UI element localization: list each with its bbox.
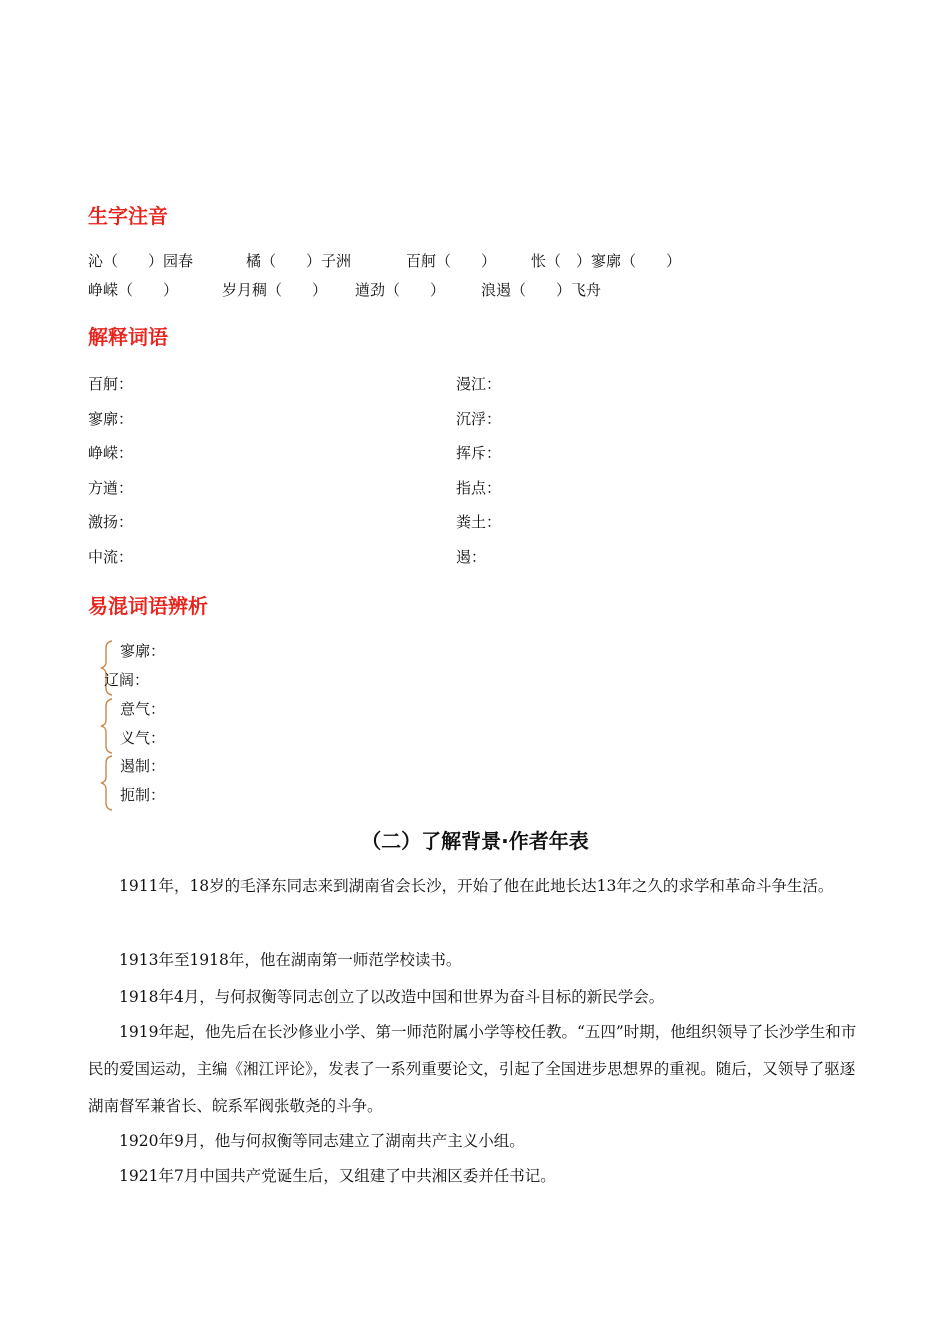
word-entry: 挥斥： bbox=[456, 444, 502, 462]
word-entry: 粪土： bbox=[456, 513, 502, 531]
word-entry: 寥廓： bbox=[88, 410, 134, 428]
confuse-word: 遏制： bbox=[120, 757, 166, 775]
timeline-paragraph: 1911年，18岁的毛泽东同志来到湖南省会长沙，开始了他在此地长达13年之久的求学和革命斗争生活。 bbox=[119, 877, 834, 895]
timeline-paragraph: 1921年7月中国共产党诞生后，又组建了中共湘区委并任书记。 bbox=[119, 1167, 556, 1185]
section-title-words: 解释词语 bbox=[88, 325, 168, 349]
timeline-paragraph: 1919年起，他先后在长沙修业小学、第一师范附属小学等校任教。“五四”时期，他组织领导了长沙学生和市民的爱国运动，主编《湘江评论》，发表了一系列重要论文，引起了全国进步思想界的重视。随后，又领导了驱逐湖南督军兼省长、皖系军阀张敬尧的斗争。 bbox=[88, 1023, 857, 1115]
brace-icon bbox=[100, 698, 114, 754]
confuse-word: 寥廓： bbox=[120, 642, 166, 660]
section-title-pinyin: 生字注音 bbox=[88, 204, 168, 228]
confuse-word: 义气： bbox=[120, 729, 166, 747]
word-entry: 指点： bbox=[456, 479, 502, 497]
section-title-confuse: 易混词语辨析 bbox=[88, 594, 208, 618]
pinyin-item: 岁月稠（ ） bbox=[222, 281, 328, 299]
confuse-word: 辽阔： bbox=[104, 671, 150, 689]
word-entry: 峥嵘： bbox=[88, 444, 134, 462]
word-entry: 方遒： bbox=[88, 479, 134, 497]
background-title: （二）了解背景·作者年表 bbox=[361, 829, 589, 853]
word-entry: 漫江： bbox=[456, 375, 502, 393]
pinyin-item: 遒劲（ ） bbox=[355, 281, 446, 299]
pinyin-item: 橘（ ）子洲 bbox=[246, 252, 352, 270]
timeline-paragraph: 1913年至1918年，他在湖南第一师范学校读书。 bbox=[119, 951, 462, 969]
word-entry: 百舸： bbox=[88, 375, 134, 393]
word-entry: 遏： bbox=[456, 548, 487, 566]
word-entry: 激扬： bbox=[88, 513, 134, 531]
brace-icon bbox=[100, 755, 114, 811]
confuse-word: 扼制： bbox=[120, 786, 166, 804]
pinyin-item: 峥嵘（ ） bbox=[88, 281, 179, 299]
timeline-paragraph: 1920年9月，他与何叔衡等同志建立了湖南共产主义小组。 bbox=[119, 1132, 525, 1150]
pinyin-item: 怅（ ）寥廓（ ） bbox=[531, 252, 682, 270]
timeline-paragraph: 1918年4月，与何叔衡等同志创立了以改造中国和世界为奋斗目标的新民学会。 bbox=[119, 988, 665, 1006]
pinyin-item: 浪遏（ ）飞舟 bbox=[481, 281, 602, 299]
pinyin-item: 百舸（ ） bbox=[406, 252, 497, 270]
word-entry: 中流： bbox=[88, 548, 134, 566]
confuse-word: 意气： bbox=[120, 700, 166, 718]
word-entry: 沉浮： bbox=[456, 410, 502, 428]
pinyin-item: 沁（ ）园春 bbox=[88, 252, 194, 270]
